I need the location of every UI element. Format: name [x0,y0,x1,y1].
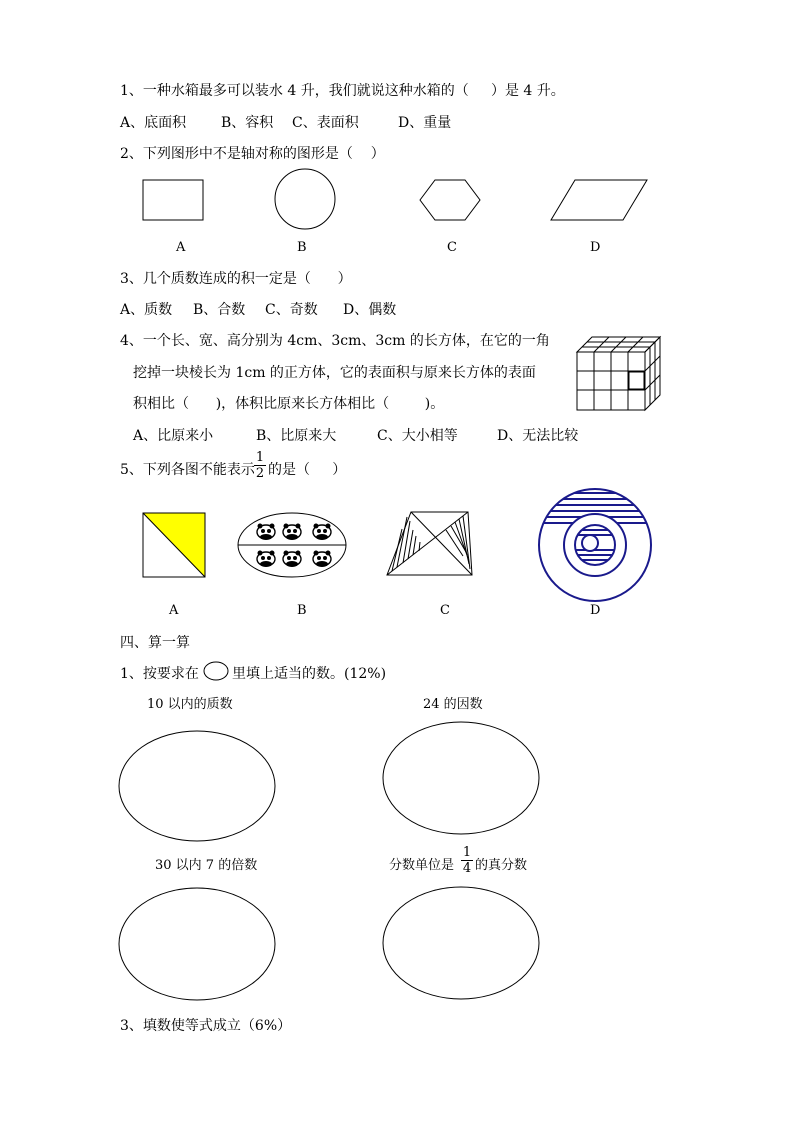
oval-label-multiples: 30 以内 7 的倍数 [155,858,258,873]
q3-option-c: C、奇数 [265,302,318,318]
q1-stem: 1、一种水箱最多可以装水 4 升，我们就说这种水箱的（ ）是 4 升。 [120,83,565,99]
oval-fraction-numerator: 1 [462,845,472,860]
q5-label-b: B [297,603,307,618]
q3-option-b: B、合数 [193,302,246,318]
q1-option-b: B、容积 [221,115,274,131]
q2-label-b: B [297,240,307,255]
q4-option-a: A、比原来小 [133,428,214,444]
section4-title: 四、算一算 [120,635,190,651]
oval-factors [383,722,539,834]
q4-option-b: B、比原来大 [256,428,337,444]
oval-label-fraction-before: 分数单位是 [389,858,455,873]
q3-option-d: D、偶数 [343,302,397,318]
oval-fraction-denominator: 4 [462,861,472,876]
q2-stem: 2、下列图形中不是轴对称的图形是（ ） [120,146,385,162]
section4-q1-after: 里填上适当的数。(12%) [232,666,387,682]
q2-label-a: A [176,240,186,255]
q1-option-c: C、表面积 [292,115,359,131]
q1-option-d: D、重量 [398,115,452,131]
q5-label-d: D [590,603,601,618]
q4-option-d: D、无法比较 [497,428,579,444]
q1-option-a: A、底面积 [120,115,187,131]
q3-option-a: A、质数 [120,302,173,318]
q4-option-c: C、大小相等 [377,428,458,444]
q5-label-c: C [440,603,450,618]
oval-primes [119,731,275,841]
oval-label-fraction-after: 的真分数 [475,858,528,873]
section4-q3: 3、填数使等式成立（6%） [120,1018,292,1034]
oval-label-fraction [461,846,473,875]
q5-fraction-numerator: 1 [255,450,265,465]
q2-label-c: C [447,240,457,255]
oval-fractions [383,887,539,999]
q5-label-a: A [169,603,179,618]
section4-q1-before: 1、按要求在 [120,666,199,682]
q5-stem-before: 5、下列各图不能表示 [120,462,255,478]
oval-label-factors: 24 的因数 [423,697,483,712]
q4-line-3: 积相比（ )，体积比原来长方体相比（ )。 [133,396,445,412]
q5-fraction-denominator: 2 [255,466,265,481]
q3-stem: 3、几个质数连成的积一定是（ ） [120,271,352,287]
q5-stem-after: 的是（ ） [268,462,347,478]
q4-line-1: 4、一个长、宽、高分别为 4cm、3cm、3cm 的长方体，在它的一角 [120,333,550,349]
oval-label-primes: 10 以内的质数 [147,697,233,712]
q2-label-d: D [590,240,601,255]
q4-line-2: 挖掉一块棱长为 1cm 的正方体，它的表面积与原来长方体的表面 [133,365,536,381]
oval-multiples [119,888,275,1000]
